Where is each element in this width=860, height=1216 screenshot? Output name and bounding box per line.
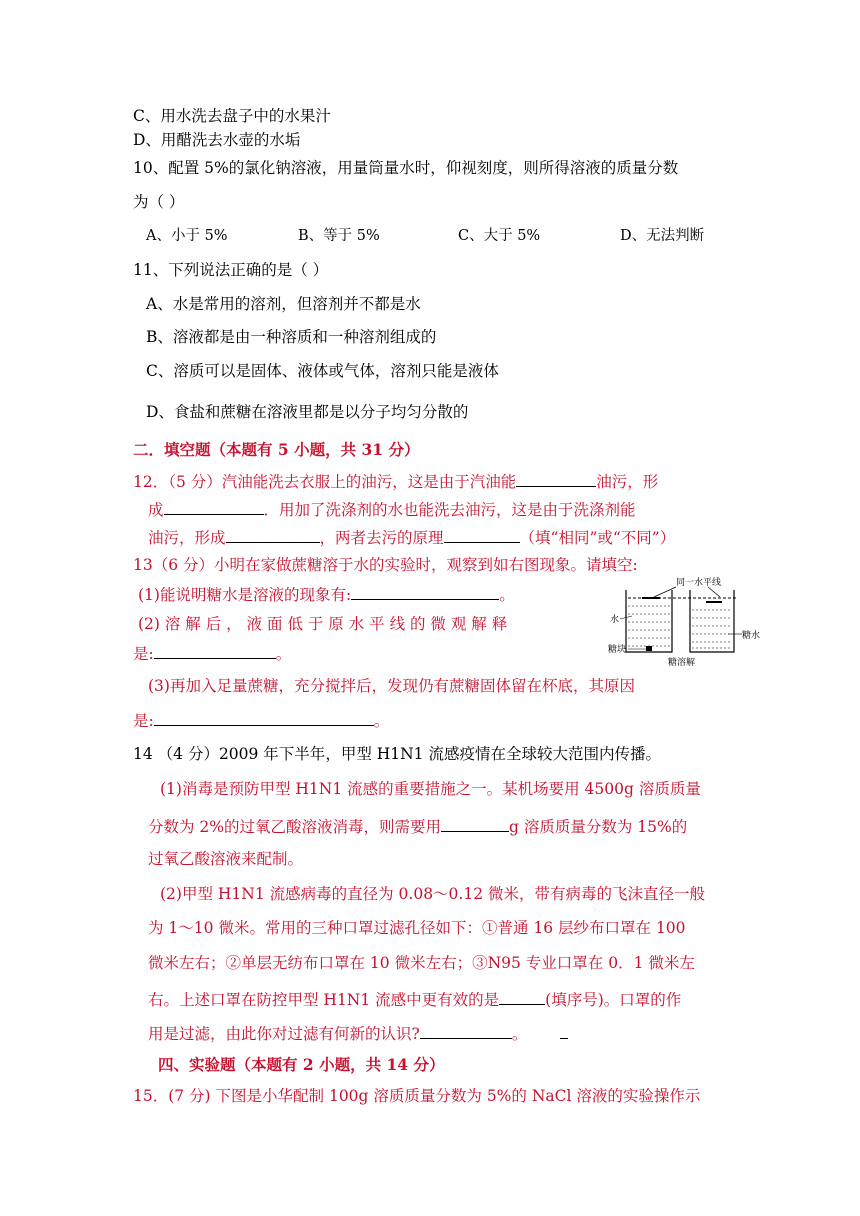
q14-blank-1[interactable] bbox=[441, 815, 509, 832]
q11-option-b: B、溶液都是由一种溶质和一种溶剂组成的 bbox=[146, 328, 437, 346]
q12-line-3 bbox=[148, 526, 675, 548]
q14-part-2-a: (2)甲型 H1N1 流感病毒的直径为 0.08～0.12 微米，带有病毒的飞沫直径一般 bbox=[160, 885, 705, 903]
fig-label-dissolve: 糖溶解 bbox=[668, 658, 696, 668]
q10-option-c: C、大于 5% bbox=[458, 228, 541, 244]
q13-part-2-cont bbox=[133, 642, 291, 664]
q9-option-c: C、用水洗去盘子中的水果汁 bbox=[133, 107, 331, 125]
q11-option-a: A、水是常用的溶剂，但溶剂并不都是水 bbox=[146, 295, 421, 313]
fig-label-top: 同一水平线 bbox=[676, 578, 722, 588]
q15-stem: 15．(7 分) 下图是小华配制 100g 溶质质量分数为 5%的 NaCl 溶液的实验操作示 bbox=[133, 1087, 701, 1105]
q11-option-c: C、溶质可以是固体、液体或气体，溶剂只能是液体 bbox=[146, 362, 499, 380]
q12-blank-3[interactable] bbox=[226, 526, 320, 543]
q13-stem: 13（6 分）小明在家做蔗糖溶于水的实验时，观察到如右图现象。请填空: bbox=[133, 556, 638, 574]
pointer-line bbox=[708, 587, 720, 597]
q12-text: 油污，形 bbox=[596, 473, 659, 491]
q12-blank-1[interactable] bbox=[516, 470, 596, 487]
q13-text: 是: bbox=[133, 712, 154, 730]
q13-part-2: (2) 溶 解 后 ， 液 面 低 于 原 水 平 线 的 微 观 解 释 bbox=[138, 615, 508, 633]
q13-text: 。 bbox=[499, 586, 515, 604]
stray-underline bbox=[560, 1022, 568, 1039]
q10-options bbox=[146, 226, 704, 246]
q12-text: 12．（5 分）汽油能洗去衣服上的油污，这是由于汽油能 bbox=[133, 473, 517, 491]
beaker-left bbox=[626, 590, 672, 652]
q14-part-2-d bbox=[148, 988, 681, 1010]
q14-text: 右。上述口罩在防控甲型 H1N1 流感中更有效的是 bbox=[148, 991, 500, 1009]
q13-blank-3[interactable] bbox=[154, 709, 374, 726]
q12-blank-2[interactable] bbox=[164, 498, 264, 515]
q12-blank-4[interactable] bbox=[444, 526, 520, 543]
section-2-title: 二．填空题（本题有 5 小题，共 31 分） bbox=[133, 440, 420, 459]
q10-stem-cont: 为（ ） bbox=[133, 193, 185, 211]
q14-stem: 14 （4 分）2009 年下半年，甲型 H1N1 流感疫情在全球较大范围内传播。 bbox=[133, 745, 661, 763]
q14-text: 用是过滤，由此你对过滤有何新的认识? bbox=[148, 1025, 420, 1043]
q12-text: ，两者去污的原理 bbox=[319, 529, 444, 547]
q13-blank-1[interactable] bbox=[351, 583, 499, 600]
q14-part-2-b: 为 1～10 微米。常用的三种口罩过滤孔径如下：①普通 16 层纱布口罩在 100 bbox=[148, 919, 686, 937]
q10-option-b: B、等于 5% bbox=[298, 228, 380, 244]
q14-text: g 溶质质量分数为 15%的 bbox=[509, 818, 688, 836]
q10-option-d: D、无法判断 bbox=[620, 228, 705, 244]
fig-label-sugar-water: 糖水 bbox=[742, 631, 761, 641]
q11-stem: 11、下列说法正确的是（ ） bbox=[133, 261, 329, 279]
fig-label-water: 水 bbox=[610, 615, 620, 625]
q12-text: 成 bbox=[148, 501, 164, 519]
q13-text: 。 bbox=[275, 645, 292, 663]
q10-stem: 10、配置 5%的氯化钠溶液，用量筒量水时，仰视刻度，则所得溶液的质量分数 bbox=[133, 159, 679, 177]
q11-option-d: D、食盐和蔗糖在溶液里都是以分子均匀分散的 bbox=[146, 403, 469, 421]
sugar-dissolving-figure bbox=[608, 576, 770, 668]
q13-part-1 bbox=[138, 583, 515, 605]
q12-text: 油污，形成 bbox=[148, 529, 226, 547]
q14-part-2-e bbox=[148, 1022, 568, 1044]
q13-part-3: (3)再加入足量蔗糖，充分搅拌后，发现仍有蔗糖固体留在杯底，其原因 bbox=[148, 677, 635, 695]
q14-part-1-a: (1)消毒是预防甲型 H1N1 流感的重要措施之一。某机场要用 4500g 溶质质量 bbox=[160, 780, 701, 798]
q14-part-1-b bbox=[148, 815, 687, 837]
pointer-line bbox=[654, 587, 676, 597]
q14-part-2-c: 微米左右；②单层无纺布口罩在 10 微米左右；③N95 专业口罩在 0．1 微米左 bbox=[148, 954, 695, 972]
water-left bbox=[628, 606, 670, 646]
q13-part-3-cont bbox=[133, 709, 389, 731]
fig-label-sugar-block: 糖块 bbox=[608, 645, 627, 655]
q12-line-1 bbox=[133, 470, 658, 492]
beaker-right bbox=[690, 590, 734, 652]
q13-text: 。 bbox=[373, 712, 390, 730]
q10-option-a: A、小于 5% bbox=[146, 228, 228, 244]
q13-text: (1)能说明糖水是溶液的现象有: bbox=[138, 586, 352, 604]
sugar-cube bbox=[646, 646, 652, 651]
q12-text: ．用加了洗涤剂的水也能洗去油污，这是由于洗涤剂能 bbox=[263, 501, 636, 519]
q14-part-1-c: 过氧乙酸溶液来配制。 bbox=[148, 850, 304, 868]
q14-text: 分数为 2%的过氧乙酸溶液消毒，则需要用 bbox=[148, 818, 442, 836]
q14-text: (填序号)。口罩的作 bbox=[545, 991, 682, 1009]
q12-line-2 bbox=[148, 498, 636, 520]
q14-blank-2[interactable] bbox=[499, 988, 545, 1005]
section-4-title: 四、实验题（本题有 2 小题，共 14 分） bbox=[158, 1055, 445, 1074]
water-right bbox=[692, 610, 732, 648]
q12-text: （填“相同”或“不同”） bbox=[519, 529, 676, 547]
q13-text: 是: bbox=[133, 645, 154, 663]
q13-blank-2[interactable] bbox=[154, 642, 276, 659]
q9-option-d: D、用醋洗去水壶的水垢 bbox=[133, 131, 301, 149]
q14-text: 。 bbox=[511, 1025, 528, 1043]
q14-blank-3[interactable] bbox=[420, 1022, 512, 1039]
